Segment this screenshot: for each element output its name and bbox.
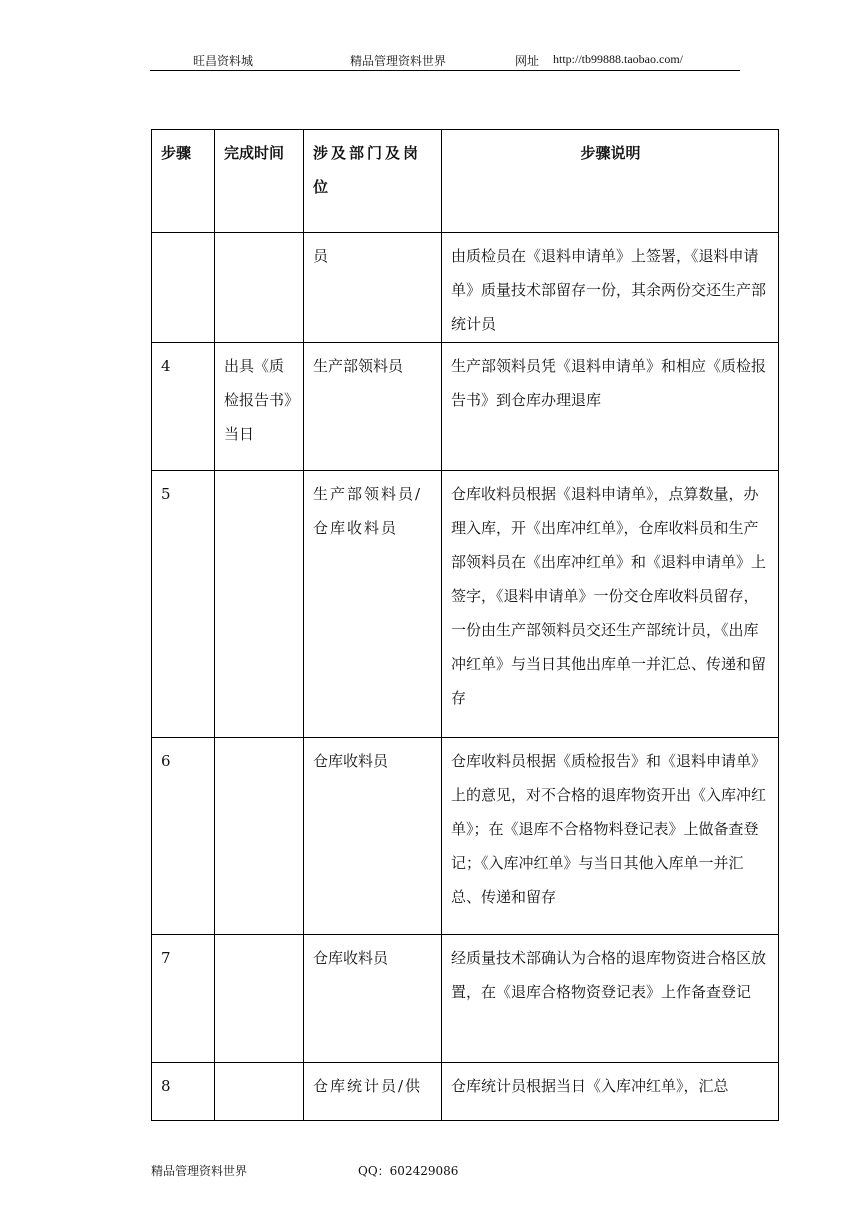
step-cell: 7 — [152, 935, 215, 1063]
footer-left: 精品管理资料世界 — [151, 1164, 248, 1178]
footer-qq: QQ：602429086 — [358, 1164, 459, 1178]
table-header-row — [152, 130, 779, 233]
table-row — [152, 471, 779, 738]
header-desc: 步骤说明 — [442, 130, 779, 233]
time-cell — [215, 738, 304, 935]
dept-cell: 仓库收料员 — [304, 738, 442, 935]
time-cell — [215, 233, 304, 343]
step-cell: 6 — [152, 738, 215, 935]
table-row — [152, 1063, 779, 1121]
desc-cell: 由质检员在《退料申请单》上签署，《退料申请单》质量技术部留存一份，其余两份交还生产部统计员 — [442, 233, 779, 343]
header-url: http://tb99888.taobao.com/ — [553, 52, 683, 66]
desc-cell: 仓库统计员根据当日《入库冲红单》，汇总 — [442, 1063, 779, 1121]
header-step: 步骤 — [152, 130, 215, 233]
step-cell — [152, 233, 215, 343]
desc-cell: 经质量技术部确认为合格的退库物资进合格区放置，在《退库合格物资登记表》上作备查登记 — [442, 935, 779, 1063]
time-cell: 出具《质检报告书》当日 — [215, 343, 304, 471]
dept-cell: 生产部领料员/仓库收料员 — [304, 471, 442, 738]
header-time: 完成时间 — [215, 130, 304, 233]
header-left: 旺昌资料城 — [193, 54, 254, 68]
table-row — [152, 343, 779, 471]
time-cell — [215, 935, 304, 1063]
header-dept: 涉及部门及岗位 — [304, 130, 442, 233]
time-cell — [215, 471, 304, 738]
desc-cell: 仓库收料员根据《质检报告》和《退料申请单》上的意见，对不合格的退库物资开出《入库冲红单》；在《退库不合格物料登记表》上做备查登记；《入库冲红单》与当日其他入库单一并汇总、传递和留存 — [442, 738, 779, 935]
dept-cell: 生产部领料员 — [304, 343, 442, 471]
dept-cell: 仓库收料员 — [304, 935, 442, 1063]
time-cell — [215, 1063, 304, 1121]
table-row — [152, 233, 779, 343]
desc-cell: 生产部领料员凭《退料申请单》和相应《质检报告书》到仓库办理退库 — [442, 343, 779, 471]
header-rule — [150, 70, 740, 71]
desc-cell: 仓库收料员根据《退料申请单》，点算数量，办理入库，开《出库冲红单》，仓库收料员和生产部领料员在《出库冲红单》和《退料申请单》上签字，《退料申请单》一份交仓库收料员留存，一份由生产部领料员交还生产部统计员，《出库冲红单》与当日其他出库单一并汇总、传递和留存 — [442, 471, 779, 738]
step-cell: 8 — [152, 1063, 215, 1121]
table-row — [152, 935, 779, 1063]
dept-cell: 员 — [304, 233, 442, 343]
header-url-label: 网址 — [515, 54, 540, 68]
steps-table — [151, 129, 779, 1121]
table-row — [152, 738, 779, 935]
step-cell: 5 — [152, 471, 215, 738]
header-middle: 精品管理资料世界 — [350, 54, 447, 68]
step-cell: 4 — [152, 343, 215, 471]
dept-cell: 仓库统计员/供 — [304, 1063, 442, 1121]
